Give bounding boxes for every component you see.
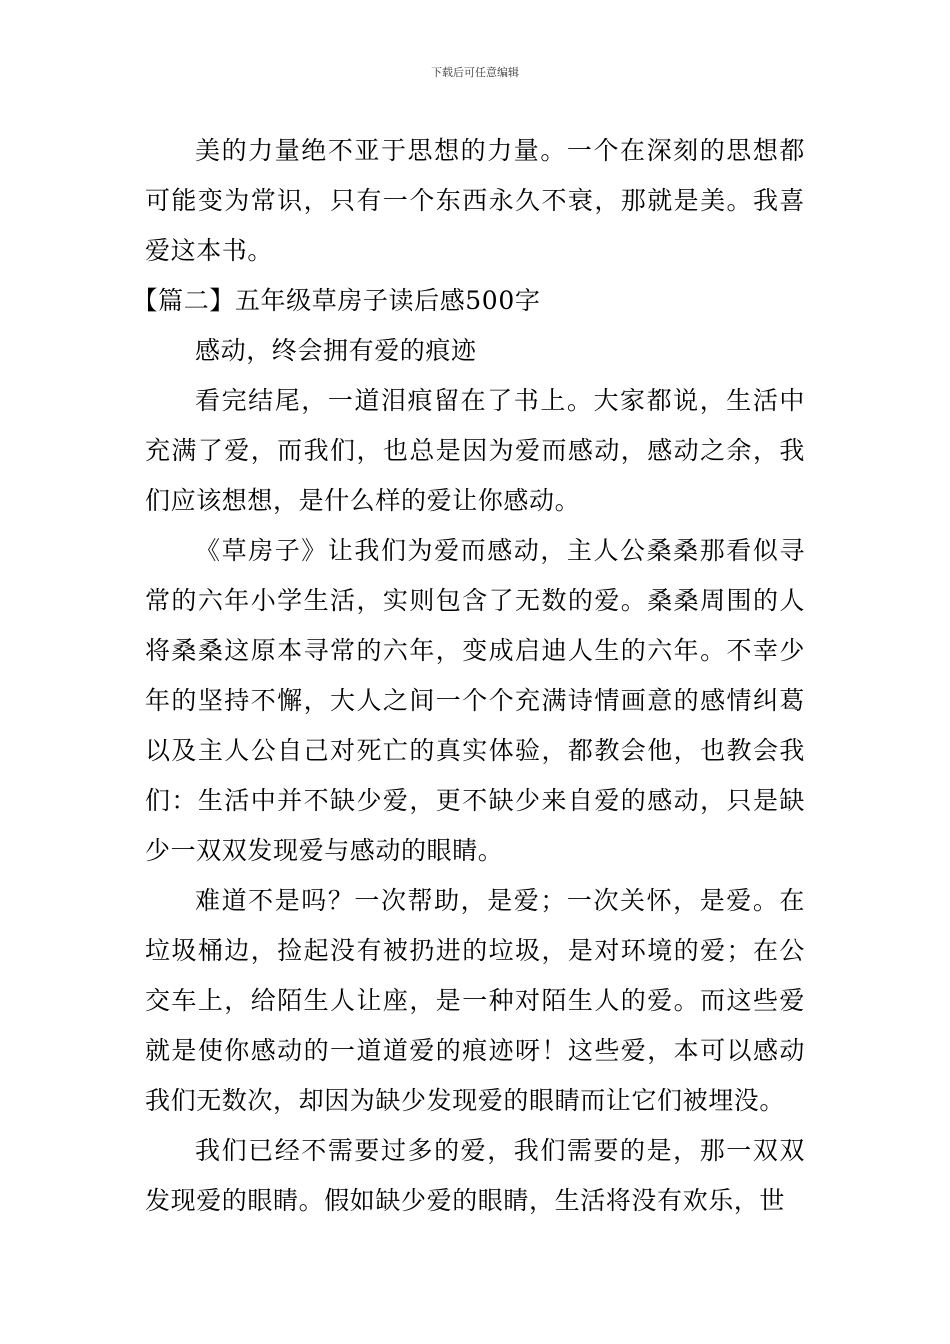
paragraph-beauty: 美的力量绝不亚于思想的力量。一个在深刻的思想都可能变为常识，只有一个东西永久不衰，那就是美。我喜爱这本书。 [145,136,805,265]
paragraph-opening: 看完结尾，一道泪痕留在了书上。大家都说，生活中充满了爱，而我们，也总是因为爱而感动，感动之余，我们应该想想，是什么样的爱让你感动。 [145,386,805,515]
section-heading: 【篇二】五年级草房子读后感500字 [132,286,541,315]
paragraph-closing: 我们已经不需要过多的爱，我们需要的是，那一双双发现爱的眼睛。假如缺少爱的眼睛，生活将没有欢乐，世 [145,1136,805,1215]
document-body [132,126,805,1226]
paragraph-book-summary: 《草房子》让我们为爱而感动，主人公桑桑那看似寻常的六年小学生活，实则包含了无数的爱。桑桑周围的人将桑桑这原本寻常的六年，变成启迪人生的六年。不幸少年的坚持不懈，大人之间一个个充满诗情画意的感情纠葛以及主人公自己对死亡的真实体验，都教会他，也教会我们：生活中并不缺少爱，更不缺少来自爱的感动，只是缺少一双双发现爱与感动的眼睛。 [145,536,805,865]
page-header: 下载后可任意编辑 [431,66,519,79]
essay-title: 感动，终会拥有爱的痕迹 [195,336,477,365]
paragraph-examples: 难道不是吗？一次帮助，是爱；一次关怀，是爱。在垃圾桶边，捡起没有被扔进的垃圾，是对环境的爱；在公交车上，给陌生人让座，是一种对陌生人的爱。而这些爱就是使你感动的一道道爱的痕迹呀！这些爱，本可以感动我们无数次，却因为缺少发现爱的眼睛而让它们被埋没。 [145,886,805,1115]
